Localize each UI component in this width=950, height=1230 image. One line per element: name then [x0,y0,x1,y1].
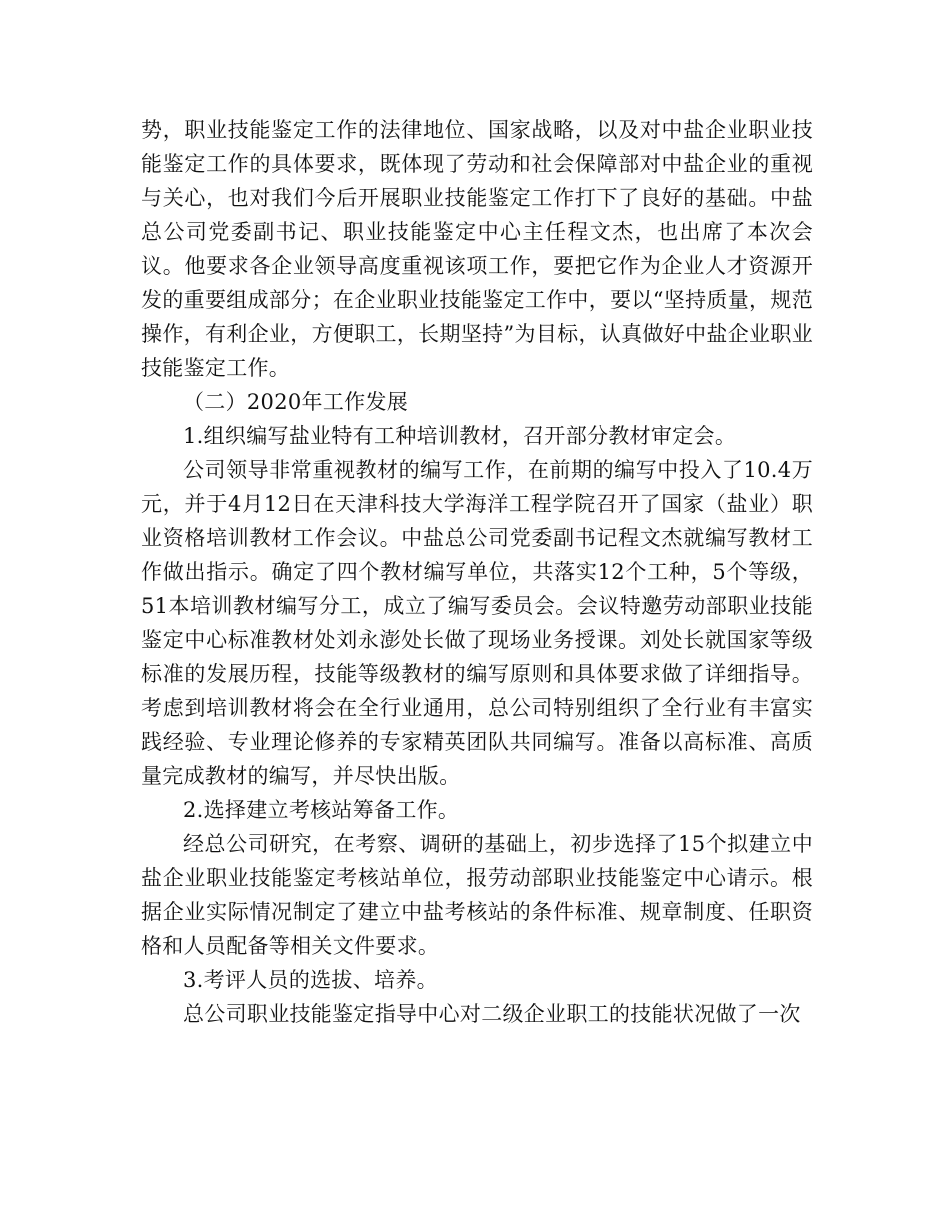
section-heading: （二）2020年工作发展 [183,390,409,414]
item-heading: 2.选择建立考核站筹备工作。 [183,798,460,822]
item-heading: 3.考评人员的选拔、培养。 [183,968,438,992]
document-body [141,113,813,1031]
paragraph-continuation: 势，职业技能鉴定工作的法律地位、国家战略，以及对中盐企业职业技能鉴定工作的具体要求，既体现了劳动和社会保障部对中盐企业的重视与关心，也对我们今后开展职业技能鉴定工作打下了良好的基础。中盐总公司党委副书记、职业技能鉴定中心主任程文杰，也出席了本次会议。他要求各企业领导高度重视该项工作，要把它作为企业人才资源开发的重要组成部分；在企业职业技能鉴定工作中，要以“坚持质量，规范操作，有利企业，方便职工，长期坚持”为目标，认真做好中盐企业职业技能鉴定工作。 [141,118,813,380]
paragraph: 公司领导非常重视教材的编写工作，在前期的编写中投入了10.4万元，并于4月12日在天津科技大学海洋工程学院召开了国家（盐业）职业资格培训教材工作会议。中盐总公司党委副书记程文杰就编写教材工作做出指示。确定了四个教材编写单位，共落实12个工种，5个等级，51本培训教材编写分工，成立了编写委员会。会议特邀劳动部职业技能鉴定中心标准教材处刘永澎处长做了现场业务授课。刘处长就国家等级标准的发展历程，技能等级教材的编写原则和具体要求做了详细指导。考虑到培训教材将会在全行业通用，总公司特别组织了全行业有丰富实践经验、专业理论修养的专家精英团队共同编写。准备以高标准、高质量完成教材的编写，并尽快出版。 [141,458,813,788]
item-heading: 1.组织编写盐业特有工种培训教材，召开部分教材审定会。 [183,424,737,448]
paragraph: 经总公司研究，在考察、调研的基础上，初步选择了15个拟建立中盐企业职业技能鉴定考核站单位，报劳动部职业技能鉴定中心请示。根据企业实际情况制定了建立中盐考核站的条件标准、规章制度、任职资格和人员配备等相关文件要求。 [141,832,813,958]
paragraph: 总公司职业技能鉴定指导中心对二级企业职工的技能状况做了一次 [183,1002,801,1026]
